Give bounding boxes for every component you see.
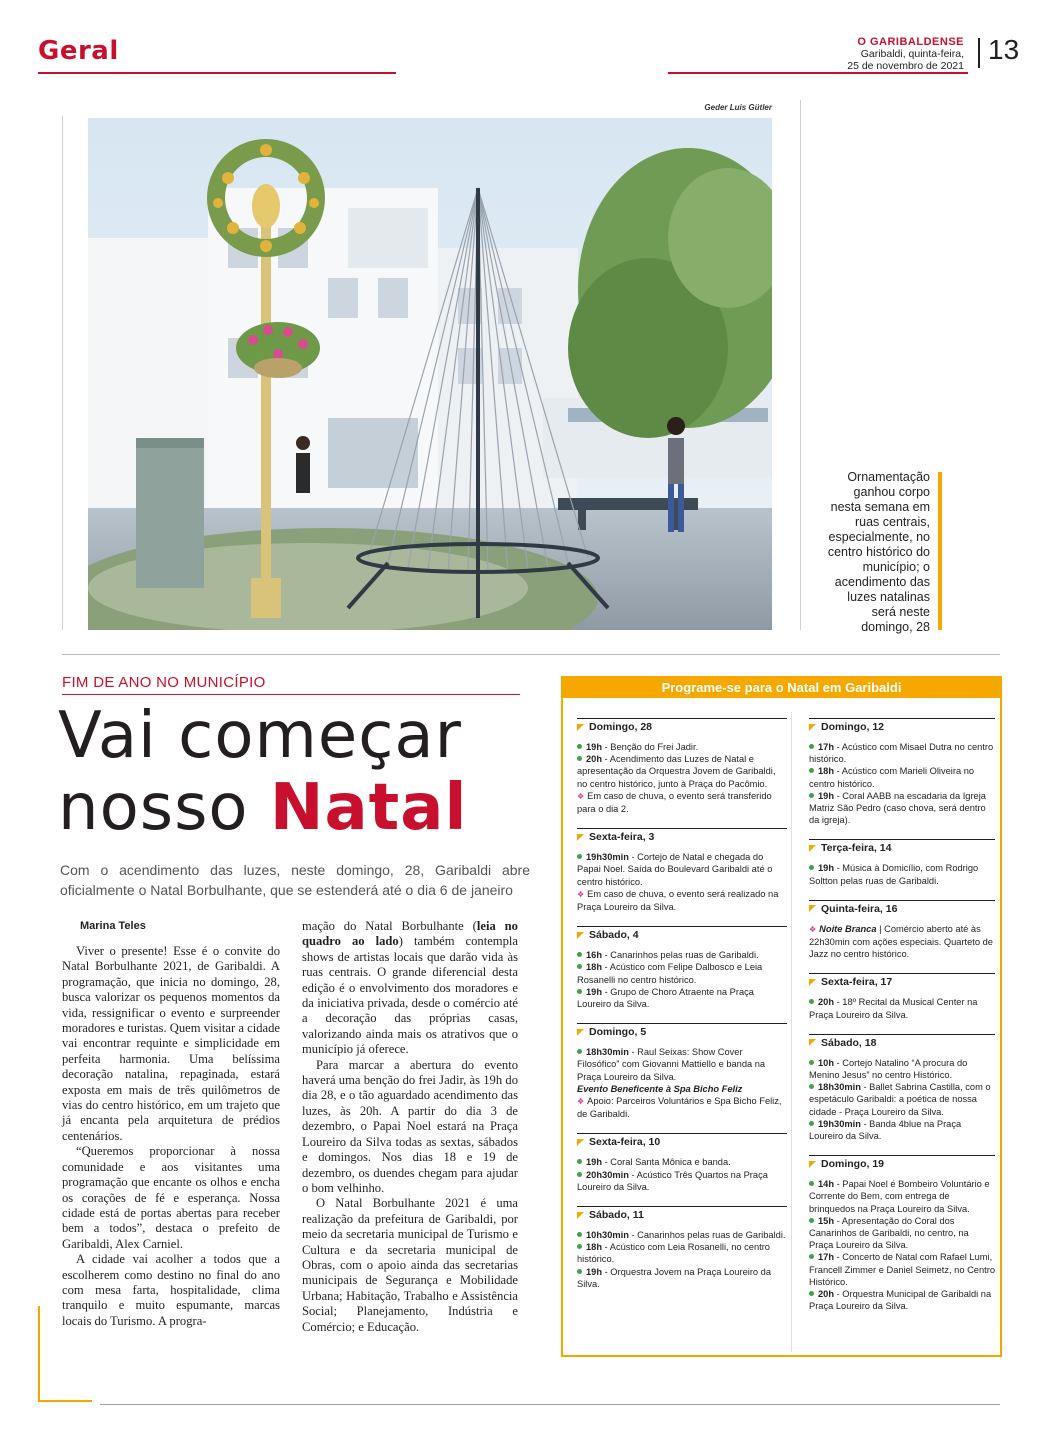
event-text: - Cortejo Natalino “A procura do Menino Jesus” no centro Histórico.: [809, 1057, 968, 1081]
schedule-day: [809, 1155, 995, 1312]
event-time: 20h: [818, 997, 835, 1008]
schedule-day-title: [809, 842, 995, 854]
schedule-day-title: [577, 929, 787, 941]
header-rule-left: [38, 72, 396, 74]
headline-line-2: [58, 772, 538, 844]
schedule-event: [809, 1288, 995, 1312]
schedule-event: [577, 851, 787, 888]
bullet-dot-icon: [577, 756, 582, 761]
schedule-day-title: [577, 1026, 787, 1038]
headline-highlight: Natal: [269, 771, 468, 845]
schedule-day: [809, 1034, 995, 1142]
event-text: Evento Beneficente à Spa Bicho Feliz: [577, 1083, 743, 1094]
schedule-event: [809, 1057, 995, 1081]
schedule-event: [809, 1178, 995, 1215]
bullet-dot-icon: [577, 989, 582, 994]
schedule-event: [577, 1241, 787, 1265]
photo-illustration: [88, 118, 772, 630]
bullet-dot-icon: [809, 1218, 814, 1223]
event-text: - Orquestra Municipal de Garibaldi na Praça Loureiro da Silva.: [809, 1289, 992, 1312]
bullet-dot-icon: [809, 1060, 814, 1065]
event-text: Em caso de chuva, o evento será realizado na Praça Loureiro da Silva.: [577, 888, 779, 913]
event-time: 19h: [586, 742, 603, 752]
article-kicker: FIM DE ANO NO MUNICÍPIO: [62, 674, 266, 691]
schedule-event: [809, 741, 995, 765]
event-text: - Canarinhos pelas ruas de Garibaldi.: [628, 1230, 786, 1241]
event-time: 19h: [818, 863, 835, 874]
schedule-column-right: [809, 718, 995, 1326]
day-label: Terça-feira, 14: [821, 842, 892, 855]
event-text: - 18º Recital da Musical Center na Praça Loureiro da Silva.: [809, 997, 978, 1020]
event-time: 15h: [818, 1215, 835, 1226]
flower-bullet-icon: ❖: [577, 1097, 585, 1107]
schedule-day: [809, 900, 995, 961]
schedule-event: [577, 741, 787, 753]
page-bracket-horizontal: [38, 1400, 92, 1402]
event-text: - Acústico Três Quartos na Praça Loureiro da Silva.: [577, 1169, 768, 1192]
bullet-dot-icon: [809, 1084, 814, 1089]
event-time: 14h: [818, 1179, 835, 1190]
bullet-dot-icon: [809, 768, 814, 773]
section-title: Geral: [38, 36, 119, 66]
triangle-marker-icon: [577, 932, 584, 939]
schedule-event: [577, 753, 787, 790]
event-text: - Acústico com Marieli Oliveira no centro histórico.: [809, 766, 975, 789]
photo-credit: Geder Luis Gütler: [704, 103, 772, 112]
caption-accent-bar: [938, 472, 942, 630]
event-text: - Apresentação do Coral dos Canarinhos de Garibaldi, no centro, na Praça Loureiro da Silva.: [809, 1215, 969, 1251]
text-run-bold: leia no quadro ao lado: [302, 919, 518, 949]
schedule-day: [809, 973, 995, 1020]
schedule-day-title: [809, 1037, 995, 1049]
publication-name: O GARIBALDENSE: [857, 36, 964, 48]
event-time: 18h: [586, 1242, 603, 1253]
schedule-event: [809, 1118, 995, 1142]
bullet-dot-icon: [577, 1269, 582, 1274]
schedule-event: [577, 1169, 787, 1193]
footer-rule: [100, 1404, 1000, 1405]
triangle-marker-icon: [809, 724, 816, 731]
schedule-day-title: [809, 721, 995, 733]
event-time: 18h30min: [586, 1047, 629, 1058]
day-label: Domingo, 28: [589, 721, 653, 733]
event-time: 18h30min: [818, 1082, 861, 1093]
event-time: 10h: [818, 1057, 835, 1068]
triangle-marker-icon: [577, 724, 584, 731]
schedule-event: [577, 1046, 787, 1083]
schedule-event: [577, 1229, 787, 1241]
triangle-marker-icon: [577, 1139, 584, 1146]
text-run: mação do Natal Borbulhante (: [302, 919, 477, 933]
bullet-dot-icon: [577, 964, 582, 969]
day-label: Sábado, 18: [821, 1036, 877, 1049]
christmas-street-photo: [88, 118, 772, 630]
event-text: - Cortejo de Natal e chegada do Papai Noel. Saída do Boulevard Garibaldi até o centro histórico.: [577, 852, 773, 887]
schedule-box: [561, 676, 1002, 1357]
photo-frame-right: [800, 100, 801, 630]
event-time: 20h: [586, 754, 603, 765]
bullet-dot-icon: [809, 865, 814, 870]
event-text: Em caso de chuva, o evento será transferido para o dia 2.: [577, 790, 772, 815]
schedule-day: [577, 1206, 787, 1290]
schedule-day-title: [809, 976, 995, 988]
day-label: Sábado, 4: [589, 929, 639, 942]
section-divider: [62, 654, 1000, 655]
schedule-day-title: [809, 903, 995, 915]
bullet-dot-icon: [577, 1049, 582, 1054]
photo-caption: Ornamentação ganhou corpo nesta semana em ruas centrais, especialmente, no centro histórico do município; o acendimento das luzes natalinas será neste domingo, 28: [827, 470, 930, 634]
schedule-day: [577, 1023, 787, 1120]
day-label: Sexta-feira, 17: [821, 976, 893, 989]
day-label: Domingo, 19: [821, 1158, 885, 1171]
event-text: - Grupo de Choro Atraente na Praça Loureiro da Silva.: [577, 986, 754, 1010]
bullet-dot-icon: [809, 1254, 814, 1259]
header-separator: [978, 38, 980, 68]
triangle-marker-icon: [809, 1161, 816, 1168]
triangle-marker-icon: [809, 979, 816, 986]
triangle-marker-icon: [577, 834, 584, 841]
schedule-day-title: [577, 1136, 787, 1148]
triangle-marker-icon: [809, 845, 816, 852]
event-text: - Papai Noel é Bombeiro Voluntário e Corrente do Bem, com entrega de brinquedos na Praça Loureiro da Silva.: [809, 1179, 990, 1214]
triangle-marker-icon: [577, 1212, 584, 1219]
event-text: - Acústico com Misael Dutra no centro histórico.: [809, 742, 994, 765]
schedule-day-title: [809, 1158, 995, 1170]
schedule-event: [809, 765, 995, 789]
schedule-day: [809, 718, 995, 826]
schedule-event: [809, 1251, 995, 1288]
flower-bullet-icon: ❖: [577, 889, 585, 899]
day-label: Quinta-feira, 16: [821, 902, 898, 915]
event-time: 10h30min: [586, 1230, 629, 1241]
bullet-dot-icon: [577, 1244, 582, 1249]
schedule-day-title: [577, 1209, 787, 1221]
event-text: - Benção do Frei Jadir.: [602, 742, 699, 752]
bullet-dot-icon: [809, 1291, 814, 1296]
flower-bullet-icon: ❖: [577, 791, 585, 801]
paragraph: O Natal Borbulhante 2021 é uma realização da prefeitura de Garibaldi, por meio da secretaria municipal de Turismo e Cultura e da secretaria municipal de Obras, com o apoio ainda das secretarias municipais de Segurança e Mobilidade Urbana; Habitação, Trabalho e Assistência Social; Planejamento, Indústria e Comércio; e Educação.: [302, 1196, 518, 1334]
schedule-title: Programe-se para o Natal em Garibaldi: [563, 678, 1000, 698]
event-text: - Coral Santa Mônica e banda.: [602, 1157, 731, 1168]
schedule-day: [577, 828, 787, 913]
bullet-dot-icon: [809, 744, 814, 749]
article-headline: [58, 700, 538, 844]
schedule-column-divider: [791, 712, 792, 1352]
event-text: - Concerto de Natal com Rafael Lumi, Francell Zimmer e Daniel Seimetz, no Centro Histórico.: [809, 1252, 996, 1287]
schedule-event: [809, 1215, 995, 1252]
event-time: 16h: [586, 950, 603, 961]
text-run: ) também contempla shows de artistas locais que darão vida às ruas centrais. O grande diferencial desta edição é o envolvimento dos moradores e da iniciativa privada, desde o comércio até a decoração das próprias casas, valorizando ainda mais os atrativos que o município já oferece.: [302, 934, 518, 1057]
paragraph: “Queremos proporcionar à nossa comunidade e aos visitantes uma programação que encante os olhos e encha os corações de fé e esperança. Nossa cidade está de portas abertas para receber bem a todos”, destaca o prefeito de Garibaldi, Alex Carniel.: [62, 1144, 280, 1251]
event-text: - Acústico com Felipe Dalbosco e Leia Rosanelli no centro histórico.: [577, 962, 763, 985]
bullet-dot-icon: [809, 793, 814, 798]
schedule-event: [809, 996, 995, 1020]
schedule-event: [577, 790, 787, 815]
bullet-dot-icon: [577, 854, 582, 859]
bullet-dot-icon: [577, 952, 582, 957]
schedule-day: [809, 839, 995, 886]
schedule-event: [577, 961, 787, 985]
kicker-rule: [62, 694, 520, 695]
event-text: - Acendimento das Luzes de Natal e apresentação da Orquestra Jovem de Garibaldi, no centro histórico, junto à Praça do Pacômio.: [577, 754, 776, 789]
event-text: Apoio: Parceiros Voluntários e Spa Bicho Feliz, de Garibaldi.: [577, 1096, 782, 1120]
event-time: 19h: [586, 986, 603, 997]
day-label: Sexta-feira, 3: [589, 831, 655, 844]
event-time: Noite Branca: [819, 923, 877, 934]
article-column-1: [62, 944, 280, 1329]
triangle-marker-icon: [809, 905, 816, 912]
article-column-2: [302, 919, 518, 1335]
header-rule-right: [668, 72, 968, 74]
day-label: Sábado, 11: [589, 1209, 644, 1222]
event-time: 19h30min: [818, 1118, 861, 1129]
event-text: - Orquestra Jovem na Praça Loureiro da Silva.: [577, 1266, 772, 1289]
schedule-event: [577, 949, 787, 961]
event-time: 20h: [818, 1289, 835, 1300]
headline-line-1: Vai começar: [58, 699, 462, 773]
headline-word: nosso: [58, 771, 270, 845]
schedule-event: [809, 862, 995, 886]
day-label: Domingo, 12: [821, 721, 885, 733]
bullet-dot-icon: [577, 744, 582, 749]
schedule-day-title: [577, 721, 787, 733]
event-time: 18h: [818, 766, 835, 777]
event-text: - Banda 4blue na Praça Loureiro da Silva.: [809, 1118, 962, 1142]
paragraph: Viver o presente! Esse é o convite do Natal Borbulhante 2021, de Garibaldi. A programação, que inicia no domingo, 28, busca valorizar os pequenos momentos da vida, ressignificar o evento e surpreender moradores e turistas. Quem visitar a cidade vai encontrar requinte e simplicidade em perfeita harmonia. Uma belíssima decoração natalina, repaginada, estará exposta em mais de três quilômetros de vias do centro histórico, em um trajeto que já encanta pela arquitetura de prédios centenários.: [62, 944, 280, 1143]
schedule-day: [577, 1133, 787, 1193]
event-text: - Acústico com Leia Rosanelli, no centro histórico.: [577, 1242, 770, 1265]
schedule-event: [577, 1266, 787, 1290]
article-subhead: Com o acendimento das luzes, neste domingo, 28, Garibaldi abre oficialmente o Natal Borbulhante, que se estenderá até o dia 6 de janeiro: [60, 862, 530, 898]
event-text: - Canarinhos pelas ruas de Garibaldi.: [602, 950, 759, 961]
paragraph: [302, 919, 518, 1058]
schedule-column-left: [577, 718, 787, 1303]
schedule-day: [577, 718, 787, 815]
event-time: 20h30min: [586, 1169, 629, 1180]
author-byline: Marina Teles: [80, 920, 146, 932]
event-text: - Coral AABB na escadaria da Igreja Matriz São Pedro (caso chova, será dentro da igreja).: [809, 790, 986, 826]
event-time: 19h: [818, 790, 835, 801]
bullet-dot-icon: [809, 1181, 814, 1186]
event-text: | Comércio aberto até às 22h30min com ações especiais. Quarteto de Jazz no centro histórico.: [809, 923, 993, 960]
event-time: 19h: [586, 1157, 603, 1168]
event-text: - Raul Seixas: Show Cover Filosófico” com Giovanni Mattiello e banda na Praça Loureiro da Silva.: [577, 1047, 766, 1082]
dateline-1: Garibaldi, quinta-feira,: [860, 48, 964, 60]
schedule-day-title: [577, 831, 787, 843]
publication-info: [847, 36, 964, 72]
schedule-event: [577, 986, 787, 1010]
page-bracket-vertical: [38, 1306, 40, 1402]
event-time: 17h: [818, 742, 835, 752]
schedule-event: [577, 1095, 787, 1120]
event-time: 18h: [586, 962, 603, 973]
bullet-dot-icon: [809, 999, 814, 1004]
day-label: Domingo, 5: [589, 1026, 647, 1039]
event-time: 17h: [818, 1252, 835, 1263]
bullet-dot-icon: [577, 1159, 582, 1164]
schedule-event: [577, 1083, 787, 1095]
paragraph: Para marcar a abertura do evento haverá uma benção do frei Jadir, às 19h do dia 28, e o tão aguardado acendimento das luzes, às 20h. A partir do dia 3 de dezembro, o Papai Noel estará na Praça Loureiro da Silva todas as sextas, sábados e domingos. Nos dias 18 e 19 de dezembro, os duendes chegam para ajudar o bom velhinho.: [302, 1057, 518, 1195]
event-time: 19h30min: [586, 852, 629, 863]
paragraph: A cidade vai acolher a todos que a escolherem como destino no final do ano com mesa farta, hospitalidade, clima tranquilo e muito espumante, marcas locais do Turismo. A progra-: [62, 1252, 280, 1328]
schedule-event: [809, 790, 995, 827]
schedule-event: [809, 1081, 995, 1118]
day-label: Sexta-feira, 10: [589, 1136, 661, 1149]
schedule-event: [809, 923, 995, 961]
triangle-marker-icon: [809, 1039, 816, 1046]
flower-bullet-icon: ❖: [809, 924, 817, 934]
schedule-event: [577, 1156, 787, 1168]
event-text: - Música à Domicílio, com Rodrigo Soltton pelas ruas de Garibaldi.: [809, 863, 979, 886]
bullet-dot-icon: [577, 1172, 582, 1177]
schedule-event: [577, 888, 787, 913]
photo-frame-left: [62, 116, 63, 630]
event-time: 19h: [586, 1266, 603, 1277]
page-number: 13: [988, 34, 1020, 65]
dateline-2: 25 de novembro de 2021: [847, 60, 964, 72]
event-text: - Ballet Sabrina Castilla, com o espetáculo Garibaldi: a poética de nossa cidade - Praça Loureiro da Silva.: [809, 1082, 991, 1117]
schedule-day: [577, 926, 787, 1010]
bullet-dot-icon: [809, 1121, 814, 1126]
bullet-dot-icon: [577, 1232, 582, 1237]
triangle-marker-icon: [577, 1029, 584, 1036]
